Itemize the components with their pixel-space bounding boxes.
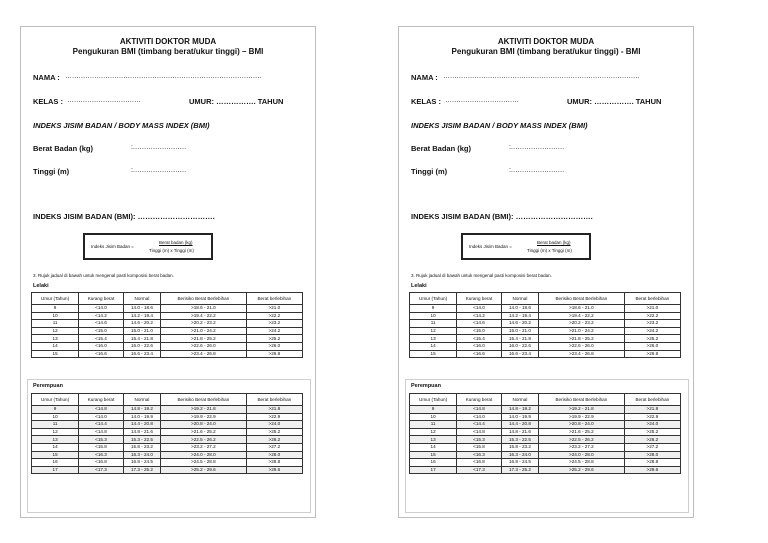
table-cell: <15.8 [79, 443, 124, 451]
instruction-note: 3. Rujuk jadual di bawah untuk mengenal pasti komposisi berat badan. [33, 273, 174, 278]
table-cell: <14.4 [457, 421, 502, 429]
worksheet-page-2 [398, 26, 694, 518]
table-cell: 14.4 - 20.8 [123, 421, 160, 429]
table-cell: >19.9 - 22.9 [539, 413, 625, 421]
table-cell: >26.2 [246, 436, 302, 444]
table-row [32, 413, 303, 421]
table-cell: <16.6 [79, 350, 124, 358]
table-cell: 9 [410, 305, 457, 313]
table-cell: <16.0 [79, 342, 124, 350]
nama-label: NAMA : [33, 73, 60, 82]
table-cell: <14.6 [457, 320, 502, 328]
table-cell: 15.4 - 21.8 [501, 335, 538, 343]
table-cell: >26.8 [246, 350, 302, 358]
table-cell: >23.4 - 26.8 [161, 350, 247, 358]
instruction-note: 3. Rujuk jadual di bawah untuk mengenal pasti komposisi berat badan. [411, 273, 552, 278]
worksheet-title: AKTIVITI DOKTOR MUDA [119, 37, 217, 46]
column-header: Umur (Tahun) [410, 394, 457, 406]
table-cell: <16.3 [457, 451, 502, 459]
bmi-formula-box [83, 233, 213, 260]
table-row [410, 466, 681, 474]
column-header: Berat berlebihan [246, 293, 302, 305]
table-cell: >20.2 - 23.2 [539, 320, 625, 328]
table-cell: >19.9 - 22.9 [161, 413, 247, 421]
formula-label: Indeks Jisim Badan = [469, 244, 512, 249]
table-cell: <14.4 [79, 421, 124, 429]
table-row [410, 443, 681, 451]
table-header-row [410, 394, 681, 406]
table-row [32, 459, 303, 467]
table-cell: 15 [32, 350, 79, 358]
table-cell: >24.0 - 28.0 [539, 451, 625, 459]
formula-label: Indeks Jisim Badan = [91, 244, 134, 249]
table-cell: >22.5 - 26.2 [161, 436, 247, 444]
table-cell: 16.8 - 24.5 [501, 459, 538, 467]
table-cell: <16.6 [457, 350, 502, 358]
table-cell: 9 [410, 406, 457, 414]
lelaki-heading: Lelaki [33, 283, 49, 289]
kelas-label: KELAS : [411, 97, 441, 106]
umur-field[interactable]: UMUR: ……………. TAHUN [189, 97, 284, 106]
table-cell: >28.0 [246, 451, 302, 459]
table-cell: <14.0 [79, 305, 124, 313]
lelaki-heading: Lelaki [411, 283, 427, 289]
table-cell: 10 [410, 312, 457, 320]
table-cell: 12 [32, 327, 79, 335]
table-cell: <17.3 [79, 466, 124, 474]
table-cell: >22.6 - 26.0 [161, 342, 247, 350]
umur-field[interactable]: UMUR: ……………. TAHUN [567, 97, 662, 106]
table-cell: <14.6 [79, 320, 124, 328]
table-row [32, 320, 303, 328]
column-header: Berisiko Berat Berlebihan [539, 293, 625, 305]
table-row [410, 335, 681, 343]
table-cell: 13 [410, 335, 457, 343]
tinggi-field[interactable]: :…………………… [131, 167, 187, 174]
table-cell: <16.3 [79, 451, 124, 459]
table-cell: >27.2 [246, 443, 302, 451]
table-cell: >21.0 [624, 305, 680, 313]
bmi-result-field[interactable]: INDEKS JISIM BADAN (BMI): …………………………. [411, 212, 593, 221]
table-cell: <14.2 [79, 312, 124, 320]
table-cell: >23.2 [246, 320, 302, 328]
table-cell: >25.2 [246, 428, 302, 436]
table-cell: 15.3 - 22.5 [123, 436, 160, 444]
table-cell: >26.0 [246, 342, 302, 350]
table-cell: >23.2 [624, 320, 680, 328]
table-cell: 13 [410, 436, 457, 444]
table-cell: >22.5 - 26.2 [539, 436, 625, 444]
table-cell: 11 [32, 320, 79, 328]
table-cell: 15.0 - 21.0 [501, 327, 538, 335]
table-cell: >21.8 - 25.2 [539, 335, 625, 343]
kelas-field[interactable]: …………………………… [67, 97, 141, 104]
table-cell: >24.2 [624, 327, 680, 335]
table-cell: 12 [410, 327, 457, 335]
table-cell: <15.4 [79, 335, 124, 343]
table-cell: >24.2 [246, 327, 302, 335]
table-cell: 16 [410, 459, 457, 467]
table-cell: 17 [410, 466, 457, 474]
formula-denominator: Tinggi (m) x Tinggi (m) [527, 248, 572, 253]
table-row [32, 335, 303, 343]
table-cell: 13 [32, 436, 79, 444]
table-cell: >28.8 [246, 459, 302, 467]
berat-badan-label: Berat Badan (kg) [33, 144, 94, 153]
perempuan-heading: Perempuan [33, 383, 63, 389]
table-cell: >28.8 [624, 459, 680, 467]
column-header: Normal [501, 394, 538, 406]
table-cell: 15 [410, 350, 457, 358]
column-header: Berisiko Berat Berlebihan [161, 293, 247, 305]
perempuan-bmi-table [409, 393, 681, 474]
table-cell: <15.0 [457, 327, 502, 335]
table-cell: >24.5 - 28.8 [161, 459, 247, 467]
table-cell: 16.0 - 22.6 [123, 342, 160, 350]
column-header: Normal [123, 293, 160, 305]
table-cell: 11 [410, 320, 457, 328]
table-cell: 15.4 - 21.8 [123, 335, 160, 343]
table-cell: 15.8 - 23.2 [501, 443, 538, 451]
table-row [410, 342, 681, 350]
table-cell: >22.6 - 26.0 [539, 342, 625, 350]
table-cell: <14.8 [79, 428, 124, 436]
table-cell: >21.0 [246, 305, 302, 313]
table-row [410, 406, 681, 414]
table-cell: <15.3 [79, 436, 124, 444]
table-cell: 15 [32, 451, 79, 459]
column-header: Umur (Tahun) [32, 293, 79, 305]
table-cell: >28.0 [624, 451, 680, 459]
lelaki-bmi-table [409, 292, 681, 358]
table-cell: >20.8 - 24.0 [539, 421, 625, 429]
table-cell: 14 [410, 443, 457, 451]
table-row [410, 413, 681, 421]
worksheet-subtitle: Pengukuran BMI (timbang berat/ukur tinggi) - BMI [451, 47, 641, 56]
table-cell: >21.0 - 24.2 [161, 327, 247, 335]
column-header: Kurang berat [79, 394, 124, 406]
bmi-section-heading: INDEKS JISIM BADAN / BODY MASS INDEX (BMI) [411, 121, 588, 130]
tinggi-label: Tinggi (m) [33, 167, 70, 176]
table-row [32, 436, 303, 444]
table-cell: 14.8 - 21.6 [501, 428, 538, 436]
table-cell: >25.2 [624, 428, 680, 436]
table-cell: >25.2 - 29.6 [161, 466, 247, 474]
table-row [32, 421, 303, 429]
table-row [410, 320, 681, 328]
table-cell: >21.0 - 24.2 [539, 327, 625, 335]
table-cell: 15.0 - 21.0 [123, 327, 160, 335]
kelas-label: KELAS : [33, 97, 63, 106]
table-cell: >25.2 [246, 335, 302, 343]
table-cell: 15.8 - 23.2 [123, 443, 160, 451]
table-cell: <16.8 [457, 459, 502, 467]
table-row [32, 312, 303, 320]
table-cell: <16.0 [457, 342, 502, 350]
column-header: Kurang berat [79, 293, 124, 305]
table-row [32, 350, 303, 358]
bmi-formula-box [461, 233, 591, 260]
table-cell: >26.8 [624, 350, 680, 358]
table-cell: >23.2 - 27.2 [161, 443, 247, 451]
table-cell: 14.8 - 19.2 [123, 406, 160, 414]
formula-numerator: Berat badan (kg) [159, 240, 193, 245]
table-row [410, 312, 681, 320]
table-cell: >19.2 - 21.8 [539, 406, 625, 414]
table-row [410, 459, 681, 467]
perempuan-heading: Perempuan [411, 383, 441, 389]
table-header-row [410, 293, 681, 305]
table-cell: 14.8 - 21.6 [123, 428, 160, 436]
table-row [32, 466, 303, 474]
table-cell: <14.8 [457, 428, 502, 436]
table-cell: 14.2 - 19.4 [501, 312, 538, 320]
bmi-result-field[interactable]: INDEKS JISIM BADAN (BMI): …………………………. [33, 212, 215, 221]
table-cell: >18.6 - 21.0 [539, 305, 625, 313]
table-cell: <14.8 [79, 406, 124, 414]
table-cell: 16.0 - 22.6 [501, 342, 538, 350]
table-cell: 12 [32, 428, 79, 436]
table-cell: <14.0 [457, 413, 502, 421]
table-header-row [32, 293, 303, 305]
formula-denominator: Tinggi (m) x Tinggi (m) [149, 248, 194, 253]
table-cell: 14 [32, 443, 79, 451]
column-header: Normal [123, 394, 160, 406]
table-cell: 16.3 - 24.0 [123, 451, 160, 459]
column-header: Berat berlebihan [624, 394, 680, 406]
table-cell: >24.5 - 28.8 [539, 459, 625, 467]
table-cell: >24.0 - 28.0 [161, 451, 247, 459]
table-cell: <14.2 [457, 312, 502, 320]
table-row [410, 451, 681, 459]
table-cell: 14.0 - 19.9 [123, 413, 160, 421]
berat-badan-field[interactable]: :…………………… [509, 144, 565, 151]
table-cell: 16 [32, 459, 79, 467]
bmi-section-heading: INDEKS JISIM BADAN / BODY MASS INDEX (BMI) [33, 121, 210, 130]
table-row [410, 436, 681, 444]
table-cell: >26.0 [624, 342, 680, 350]
table-cell: >29.6 [624, 466, 680, 474]
table-cell: <15.8 [457, 443, 502, 451]
table-row [410, 350, 681, 358]
table-cell: >25.2 - 29.6 [539, 466, 625, 474]
worksheet-title: AKTIVITI DOKTOR MUDA [497, 37, 595, 46]
lelaki-bmi-table [31, 292, 303, 358]
table-cell: <14.0 [79, 413, 124, 421]
table-cell: >22.9 [624, 413, 680, 421]
table-cell: >21.6 - 25.2 [539, 428, 625, 436]
table-cell: <17.3 [457, 466, 502, 474]
table-cell: 14 [32, 342, 79, 350]
table-cell: 15 [410, 451, 457, 459]
kelas-field[interactable]: …………………………… [445, 97, 519, 104]
table-cell: >21.8 - 25.2 [161, 335, 247, 343]
worksheet-subtitle: Pengukuran BMI (timbang berat/ukur tinggi) – BMI [72, 47, 264, 56]
table-row [32, 451, 303, 459]
table-cell: >19.4 - 22.2 [539, 312, 625, 320]
table-row [32, 443, 303, 451]
table-cell: >23.2 - 27.2 [539, 443, 625, 451]
table-cell: >19.2 - 21.8 [161, 406, 247, 414]
table-cell: 14.0 - 18.6 [501, 305, 538, 313]
table-cell: >22.9 [246, 413, 302, 421]
table-cell: 16.6 - 23.4 [123, 350, 160, 358]
table-cell: 10 [410, 413, 457, 421]
table-cell: 12 [410, 428, 457, 436]
table-header-row [32, 394, 303, 406]
table-row [32, 428, 303, 436]
table-cell: 10 [32, 312, 79, 320]
tinggi-field[interactable]: :…………………… [509, 167, 565, 174]
table-cell: 14.8 - 19.2 [501, 406, 538, 414]
table-cell: >29.6 [246, 466, 302, 474]
column-header: Berisiko Berat Berlebihan [161, 394, 247, 406]
table-cell: 9 [32, 406, 79, 414]
table-cell: 14 [410, 342, 457, 350]
table-cell: 14.0 - 18.6 [123, 305, 160, 313]
table-cell: 17.3 - 25.2 [501, 466, 538, 474]
table-row [410, 305, 681, 313]
table-cell: <15.4 [457, 335, 502, 343]
table-cell: >21.8 [624, 406, 680, 414]
column-header: Berat berlebihan [246, 394, 302, 406]
table-cell: >22.2 [624, 312, 680, 320]
berat-badan-field[interactable]: :…………………… [131, 144, 187, 151]
table-cell: >27.2 [624, 443, 680, 451]
table-cell: 16.6 - 23.4 [501, 350, 538, 358]
column-header: Berat berlebihan [624, 293, 680, 305]
table-cell: 13 [32, 335, 79, 343]
table-cell: >26.2 [624, 436, 680, 444]
table-row [32, 342, 303, 350]
table-cell: 16.3 - 24.0 [501, 451, 538, 459]
table-cell: <15.0 [79, 327, 124, 335]
table-cell: 11 [32, 421, 79, 429]
nama-field[interactable]: ……………………………………………………………………………. [65, 73, 261, 80]
table-cell: <15.3 [457, 436, 502, 444]
table-cell: 9 [32, 305, 79, 313]
table-cell: 11 [410, 421, 457, 429]
table-row [410, 428, 681, 436]
formula-numerator: Berat badan (kg) [537, 240, 571, 245]
table-cell: >25.2 [624, 335, 680, 343]
table-cell: 14.6 - 20.2 [123, 320, 160, 328]
table-cell: 14.2 - 19.4 [123, 312, 160, 320]
worksheet-page-1 [20, 26, 316, 518]
table-cell: <16.8 [79, 459, 124, 467]
perempuan-bmi-table [31, 393, 303, 474]
table-cell: 10 [32, 413, 79, 421]
table-row [410, 327, 681, 335]
table-cell: >24.0 [246, 421, 302, 429]
nama-field[interactable]: ……………………………………………………………………………. [443, 73, 639, 80]
table-cell: >20.2 - 23.2 [161, 320, 247, 328]
column-header: Kurang berat [457, 394, 502, 406]
tinggi-label: Tinggi (m) [411, 167, 448, 176]
table-cell: >19.4 - 22.2 [161, 312, 247, 320]
table-cell: >22.2 [246, 312, 302, 320]
table-row [410, 421, 681, 429]
table-cell: >20.8 - 24.0 [161, 421, 247, 429]
table-row [32, 406, 303, 414]
table-cell: >21.6 - 25.2 [161, 428, 247, 436]
column-header: Umur (Tahun) [410, 293, 457, 305]
table-cell: 17.3 - 25.2 [123, 466, 160, 474]
table-cell: 14.6 - 20.2 [501, 320, 538, 328]
nama-label: NAMA : [411, 73, 438, 82]
table-cell: <14.0 [457, 305, 502, 313]
table-cell: >21.8 [246, 406, 302, 414]
table-cell: 14.0 - 19.9 [501, 413, 538, 421]
column-header: Kurang berat [457, 293, 502, 305]
column-header: Umur (Tahun) [32, 394, 79, 406]
table-cell: 15.3 - 22.5 [501, 436, 538, 444]
table-cell: >23.4 - 26.8 [539, 350, 625, 358]
column-header: Berisiko Berat Berlebihan [539, 394, 625, 406]
table-cell: >18.6 - 21.0 [161, 305, 247, 313]
table-cell: 16.8 - 24.5 [123, 459, 160, 467]
column-header: Normal [501, 293, 538, 305]
table-cell: 14.4 - 20.8 [501, 421, 538, 429]
berat-badan-label: Berat Badan (kg) [411, 144, 472, 153]
table-cell: >24.0 [624, 421, 680, 429]
table-cell: 17 [32, 466, 79, 474]
table-row [32, 327, 303, 335]
table-row [32, 305, 303, 313]
table-cell: <14.8 [457, 406, 502, 414]
